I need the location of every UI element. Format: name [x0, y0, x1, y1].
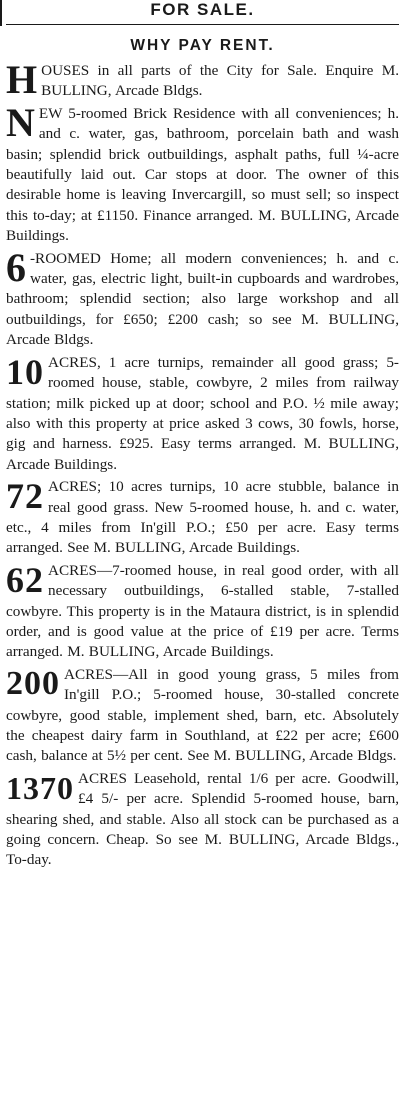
drop-cap: 1370: [6, 769, 74, 806]
column-rule: [0, 0, 2, 26]
ad-72-acres: [6, 477, 399, 559]
ad-six-roomed-home: [6, 244, 399, 351]
ad-text: ACRES—7-roomed house, in real good order, with all necessary outbuildings, 6-stalled stable, 7-stalled cowbyre. This property is in the Mataura district, is in splendid order, and is good value at the price of £19 per acre. Terms arranged. M. BULLING, Arcade Buildings.: [6, 561, 399, 661]
title-divider: [6, 24, 399, 25]
drop-cap: 72: [6, 476, 44, 517]
ad-text: OUSES in all parts of the City for Sale. Enquire M. BULLING, Arcade Bldgs.: [41, 62, 399, 100]
ad-62-acres: [6, 561, 399, 663]
ad-heading: WHY PAY RENT.: [130, 37, 275, 54]
drop-cap: 200: [6, 664, 60, 702]
ad-text: ACRES, 1 acre turnips, remainder all good grass; 5-roomed house, stable, cowbyre, 2 miles from railway station; milk picked up at door; school and P.O. ½ mile away; also with this property at price asked 3 cows, 30 fowls, horse, gig and harness. £925. Easy terms arranged. M. BULLING, Arcade Buildings.: [6, 353, 399, 473]
drop-cap: 10: [6, 351, 44, 392]
ad-brick-residence: [6, 99, 399, 247]
ad-10-acres: [6, 353, 399, 475]
drop-cap: 62: [6, 559, 44, 600]
ad-1370-acres: [6, 769, 399, 871]
ad-text: ACRES; 10 acres turnips, 10 acre stubble, balance in real good grass. New 5-roomed house, h. and c. water, etc., 4 miles from In'gill P.O.; £50 per acre. Easy terms arranged. See M. BULLING, Arcade Buildings.: [6, 478, 399, 557]
drop-cap: 6: [6, 244, 26, 290]
ad-text: ACRES—All in good young grass, 5 miles from In'gill P.O.; 5-roomed house, 30-stalled concrete cowbyre, good stable, implement shed, barn, etc. Absolutely the cheapest dairy farm in Southland, at £22 per acre; £600 cash, balance at 5½ per cent. See M. BULLING, Arcade Bldgs.: [6, 665, 399, 765]
ad-houses: [6, 57, 399, 102]
drop-cap: N: [6, 99, 35, 145]
drop-cap: H: [6, 57, 38, 102]
ad-text: ACRES Leasehold, rental 1/6 per acre. Goodwill, £4 5/- per acre. Splendid 5-roomed house, barn, shearing shed, and stable. Also all stock can be purchased as a going concern. Cheap. So see M. BULLING, Arcade Bldgs., To-day.: [6, 769, 399, 869]
ad-text: EW 5-roomed Brick Residence with all conveniences; h. and c. water, gas, bathroom, porcelain bath and wash basin; splendid brick outbuildings, asphalt paths, full ¼-acre beautifully laid out. Car stops at door. The owner of this desirable home is leaving Invercargill, so must sell; so inspect this to-day; at £1150. Finance arranged. M. BULLING, Arcade Buildings.: [6, 104, 399, 245]
ad-200-acres: [6, 665, 399, 767]
ad-text: -ROOMED Home; all modern conveniences; h. and c. water, gas, electric light, built-in cupboards and wardrobes, bathroom; splendid section; also large workshop and all outbuildings, for £650; £200 cash; so see M. BULLING, Arcade Bldgs.: [6, 249, 399, 349]
section-title: FOR SALE.: [150, 0, 255, 19]
